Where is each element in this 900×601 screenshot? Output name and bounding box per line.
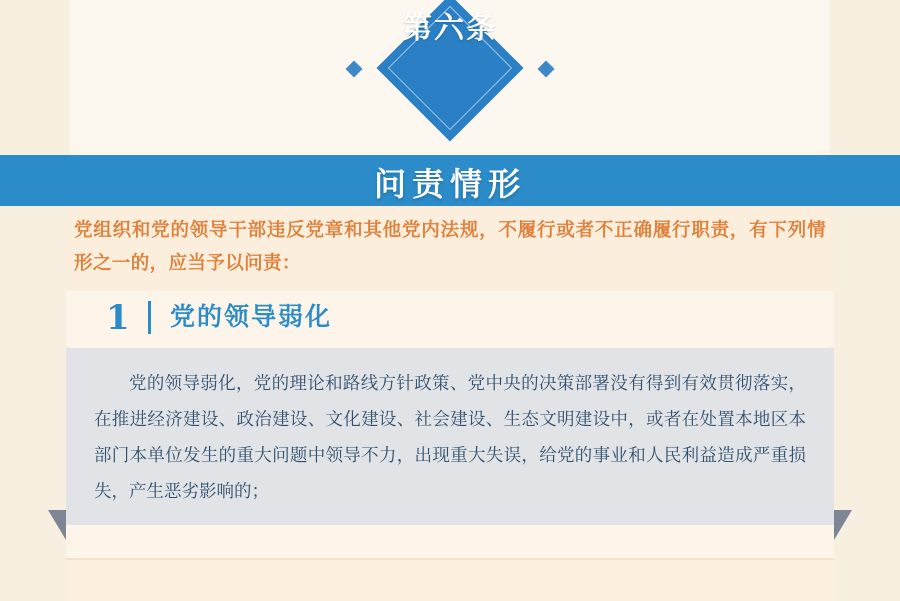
body-paragraph: 党的领导弱化，党的理论和路线方针政策、党中央的决策部署没有得到有效贯彻落实，在推进经济建设、政治建设、文化建设、社会建设、生态文明建设中，或者在处置本地区本部门本单位发生的重大问题中领导不力，出现重大失误，给党的事业和人民利益造成严重损失，产生恶劣影响的； <box>94 374 806 502</box>
section-number: 1 <box>106 298 130 338</box>
diamond-dot-icon-right <box>538 61 555 78</box>
diamond-dot-icon-left <box>346 61 363 78</box>
section-divider <box>148 301 151 334</box>
lower-strip <box>66 560 834 601</box>
card-fold-left <box>48 510 66 540</box>
header-badge-area <box>0 0 900 152</box>
intro-paragraph: 党组织和党的领导干部违反党章和其他党内法规，不履行或者不正确履行职责，有下列情形之一的，应当予以问责： <box>74 220 826 274</box>
intro-box <box>66 206 834 291</box>
section-heading <box>66 291 834 346</box>
title-bar <box>0 155 900 206</box>
badge-label: 第六条 <box>402 11 498 46</box>
page-title: 问责情形 <box>373 165 526 203</box>
body-card <box>66 348 834 525</box>
section-title: 党的领导弱化 <box>170 302 333 331</box>
card-fold-right <box>834 510 852 540</box>
